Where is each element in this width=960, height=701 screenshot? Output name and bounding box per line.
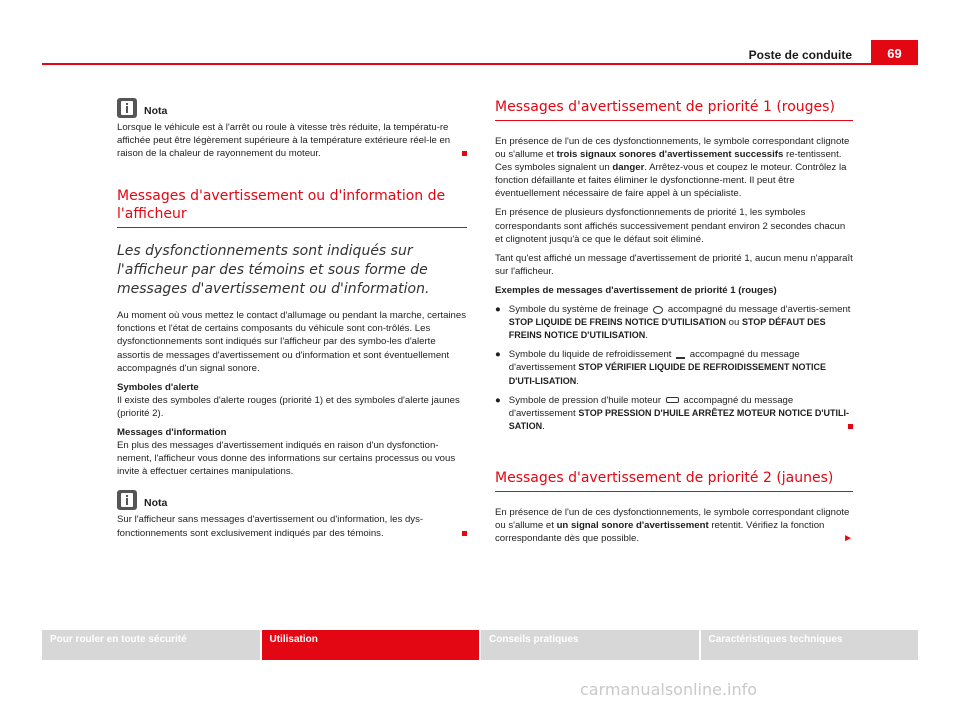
- tab-utilisation[interactable]: Utilisation: [262, 630, 480, 660]
- continue-arrow-icon: ►: [843, 533, 853, 545]
- list-item: ● Symbole du liquide de refroidissement accompagné du message d'avertissement STOP VÉRIFIER LIQUIDE DE REFROIDISSEMENT NOTICE D'UTI-LISATION.: [495, 349, 827, 387]
- priority1-paragraph-2: En présence de plusieurs dysfonctionnements de priorité 1, les symboles correspondants sont affichés successivement pendant environ 2 secondes chacun et clignotent jusqu'à ce que le défaut soit éliminé.: [495, 207, 846, 245]
- footer-nav: [42, 630, 918, 660]
- priority1-heading: Messages d'avertissement de priorité 1 (rouges): [495, 98, 853, 121]
- note-label: Nota: [144, 497, 168, 510]
- coolant-warning-icon: [676, 351, 685, 359]
- info-paragraph: En plus des messages d'avertissement indiqués en raison d'un dysfonction-nement, l'afficheur vous donne des informations sur certains processus ou vous invite à effectuer certaines manipulations.: [117, 440, 456, 478]
- bullet-icon: ●: [495, 304, 501, 316]
- note-text: Sur l'afficheur sans messages d'avertissement ou d'information, les dys-fonctionnements sont exclusivement indiqués par des témoins.: [117, 513, 467, 539]
- watermark: carmanualsonline.info: [580, 680, 758, 699]
- header-rule: [42, 63, 918, 65]
- page-number-box: 69: [871, 40, 918, 65]
- tab-pour-rouler[interactable]: Pour rouler en toute sécurité: [42, 630, 260, 660]
- info-note-icon: [117, 98, 137, 118]
- left-column: [117, 98, 467, 546]
- info-note-icon: [117, 490, 137, 510]
- priority2-paragraph: En présence de l'un de ces dysfonctionnements, le symbole correspondant clignote ou s'allume et un signal sonore d'avertissement retentit. Vérifiez la fonction correspondante dès que possible. ►: [495, 506, 853, 545]
- section-heading: Messages d'avertissement ou d'information de l'afficheur: [117, 187, 467, 228]
- note-heading: [117, 490, 467, 510]
- symbols-heading: Symboles d'alerte: [117, 381, 199, 393]
- note-text: Lorsque le véhicule est à l'arrêt ou roule à vitesse très réduite, la températu-re affichée peut être légèrement supérieure à la température extérieure réel-le en raison de la chaleur de rayonnement du moteur.: [117, 121, 467, 160]
- bullet-icon: ●: [495, 394, 501, 406]
- tab-caracteristiques[interactable]: Caractéristiques techniques: [701, 630, 919, 660]
- tab-conseils[interactable]: Conseils pratiques: [481, 630, 699, 660]
- priority2-heading: Messages d'avertissement de priorité 2 (jaunes): [495, 469, 853, 492]
- note-label: Nota: [144, 104, 168, 117]
- intro-paragraph: Au moment où vous mettez le contact d'allumage ou pendant la marche, certaines fonctions et l'état de certains composants du véhicule sont con-trôlés. Les dysfonctionnements sont indiqués sur l'afficheur par des symbo-les d'alerte assortis de messages d'avertissement ou d'information et sont éventuellement accompagnés d'un signal sonore.: [117, 310, 467, 374]
- symbols-paragraph: Il existe des symboles d'alerte rouges (priorité 1) et des symboles d'alerte jaunes (priorité 2).: [117, 394, 460, 419]
- list-item: ● Symbole de pression d'huile moteur accompagné du message d'avertissement STOP PRESSION D'HUILE ARRÊTEZ MOTEUR NOTICE D'UTILI-SATION.: [495, 394, 853, 433]
- section-subtitle: Les dysfonctionnements sont indiqués sur l'afficheur par des témoins et sous forme de messages d'avertissement ou d'information.: [117, 243, 430, 298]
- list-item: ● Symbole du système de freinage accompagné du message d'avertis-sement STOP LIQUIDE DE FREINS NOTICE D'UTILISATION ou STOP DÉFAUT DES FREINS NOTICE D'UTILISATION.: [495, 304, 851, 342]
- oil-pressure-icon: [666, 397, 679, 403]
- section-end-marker: [462, 531, 467, 536]
- bullet-icon: ●: [495, 349, 501, 361]
- examples-heading: Exemples de messages d'avertissement de priorité 1 (rouges): [495, 284, 777, 296]
- priority1-paragraph: En présence de l'un de ces dysfonctionnements, le symbole correspondant clignote ou s'allume et trois signaux sonores d'avertissement successifs re-tentissent. Ces symboles signalent un danger. Arrêtez-vous et coupez le moteur. Contrôlez la fonction défaillante et faites éliminer le dysfonctionne-ment. Il peut être éventuellement nécessaire de faire appel à un spécialiste.: [495, 136, 850, 200]
- right-column: [495, 98, 853, 551]
- section-end-marker: [848, 424, 853, 429]
- priority1-paragraph-3: Tant qu'est affiché un message d'avertissement de priorité 1, aucun menu n'apparaît sur l'afficheur.: [495, 252, 853, 277]
- note-heading: [117, 98, 467, 118]
- info-heading: Messages d'information: [117, 427, 227, 439]
- section-end-marker: [462, 151, 467, 156]
- section-header-title: Poste de conduite: [748, 48, 852, 62]
- brake-warning-icon: [653, 306, 663, 314]
